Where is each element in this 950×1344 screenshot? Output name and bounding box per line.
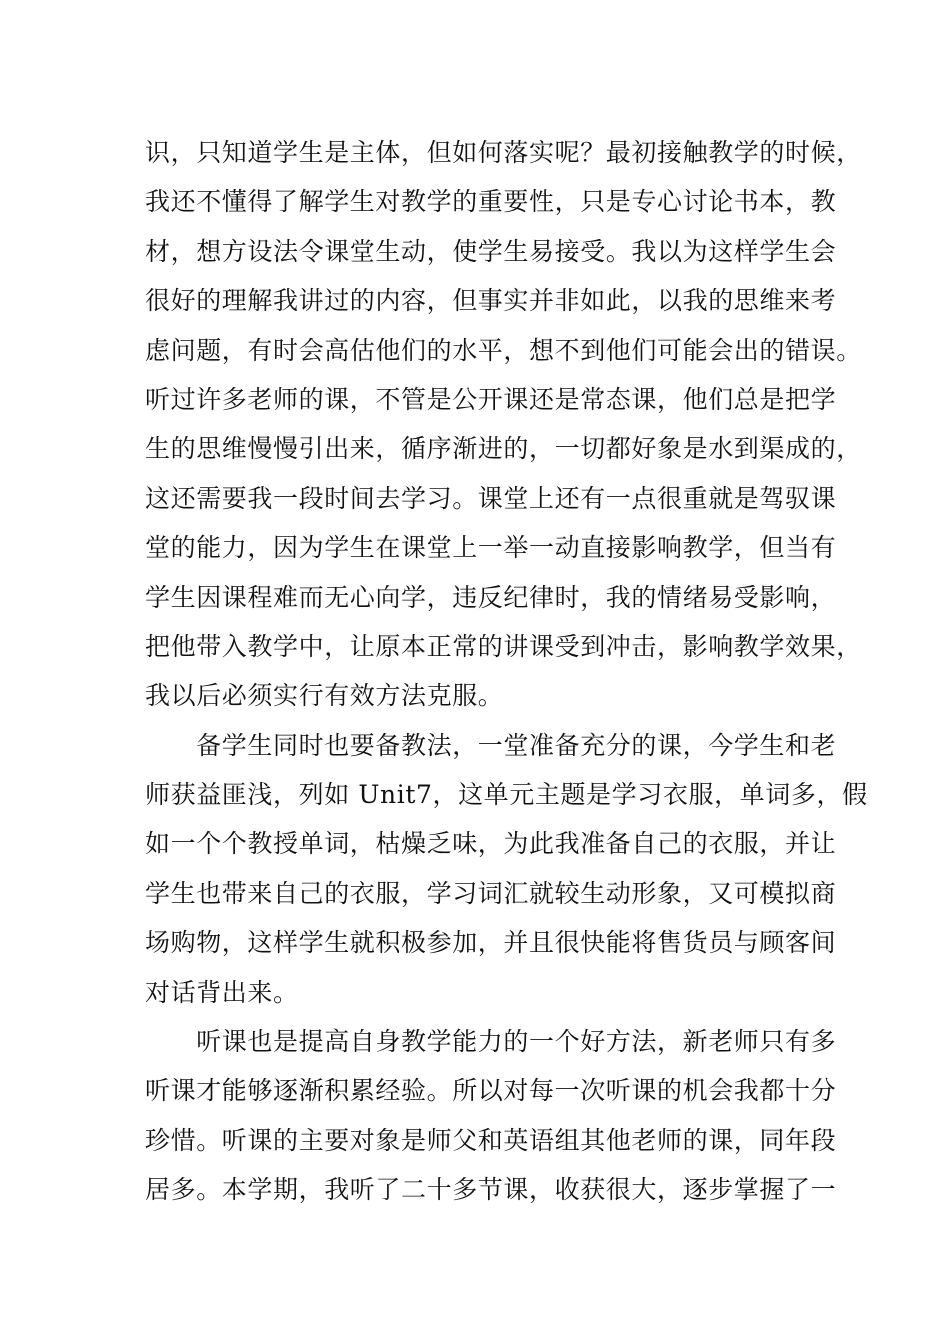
text-line: 学生也带来自己的衣服，学习词汇就较生动形象，又可模拟商 (145, 878, 837, 908)
text-line: 备学生同时也要备教法，一堂准备充分的课，今学生和老 (145, 730, 837, 760)
text-line: 堂的能力，因为学生在课堂上一举一动直接影响教学，但当有 (145, 533, 837, 563)
text-line: 这还需要我一段时间去学习。课堂上还有一点很重就是驾驭课 (145, 483, 837, 513)
text-line: 居多。本学期，我听了二十多节课，收获很大，逐步掌握了一 (145, 1175, 837, 1205)
text-line: 如一个个教授单词，枯燥乏味，为此我准备自己的衣服，并让 (145, 829, 837, 859)
text-line: 听课也是提高自身教学能力的一个好方法，新老师只有多 (145, 1027, 837, 1057)
body-text (145, 128, 868, 1215)
text-line: 听课才能够逐渐积累经验。所以对每一次听课的机会我都十分 (145, 1076, 837, 1106)
text-line: 师获益匪浅，列如 Unit7，这单元主题是学习衣服，单词多，假 (145, 780, 868, 810)
text-line: 我还不懂得了解学生对教学的重要性，只是专心讨论书本，教 (145, 187, 837, 217)
text-line: 把他带入教学中，让原本正常的讲课受到冲击，影响教学效果， (145, 631, 862, 661)
text-line: 我以后必须实行有效方法克服。 (145, 681, 504, 711)
text-line: 场购物，这样学生就积极参加，并且很快能将售货员与顾客间 (145, 928, 837, 958)
text-line: 虑问题，有时会高估他们的水平，想不到他们可能会出的错误。 (145, 335, 862, 365)
text-line: 对话背出来。 (145, 977, 299, 1007)
text-line: 听过许多老师的课，不管是公开课还是常态课，他们总是把学 (145, 384, 837, 414)
text-line: 珍惜。听课的主要对象是师父和英语组其他老师的课，同年段 (145, 1125, 837, 1155)
text-line: 生的思维慢慢引出来，循序渐进的，一切都好象是水到渠成的， (145, 434, 862, 464)
text-line: 识，只知道学生是主体，但如何落实呢？最初接触教学的时候， (145, 138, 862, 167)
text-line: 很好的理解我讲过的内容，但事实并非如此，以我的思维来考 (145, 286, 837, 316)
text-line: 材，想方设法令课堂生动，使学生易接受。我以为这样学生会 (145, 236, 837, 266)
text-line: 学生因课程难而无心向学，违反纪律时，我的情绪易受影响， (145, 582, 837, 612)
